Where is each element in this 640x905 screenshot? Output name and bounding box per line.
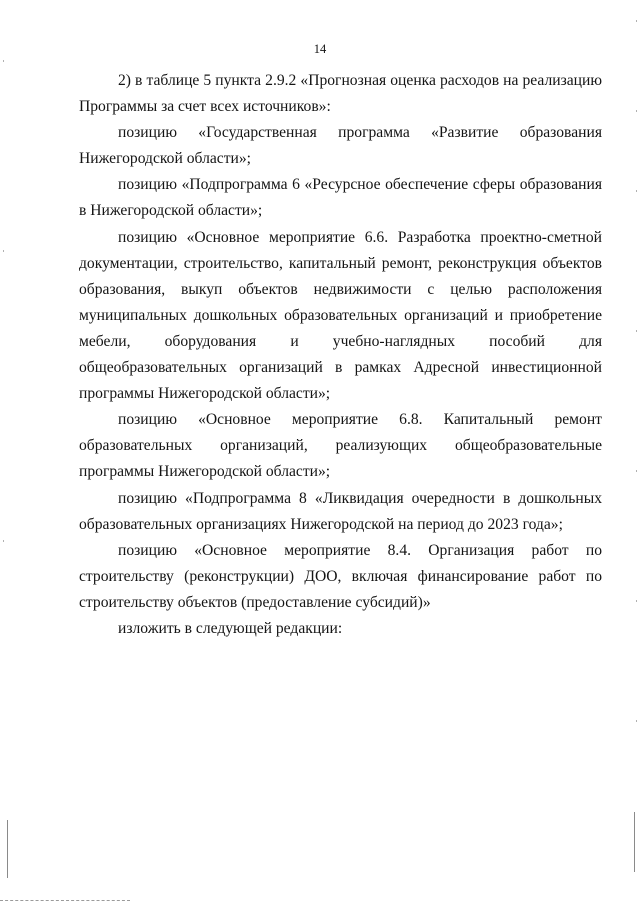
scan-dot — [3, 60, 4, 62]
scan-dot — [3, 540, 4, 542]
scan-dot — [636, 470, 637, 472]
scan-dot — [636, 110, 637, 112]
paragraph-measure-6-8: позицию «Основное мероприятие 6.8. Капитальный ремонт образовательных организаций, реализующих общеобразовательные программы Нижегородской области»; — [79, 411, 602, 481]
paragraph-subprogram-8: позицию «Подпрограмма 8 «Ликвидация очередности в дошкольных образовательных организациях Нижегородской на период до 2023 года»; — [79, 489, 602, 533]
paragraph-subprogram-6: позицию «Подпрограмма 6 «Ресурсное обеспечение сферы образования в Нижегородской области»; — [79, 176, 602, 220]
page-number: 14 — [313, 42, 327, 56]
paragraph-state-program: позицию «Государственная программа «Развитие образования Нижегородской области»; — [79, 124, 602, 168]
scan-edge-left — [7, 820, 8, 878]
paragraph-measure-6-6: позицию «Основное мероприятие 6.6. Разработка проектно-сметной документации, строительство, капитальный ремонт, реконструкция объектов образования, выкуп объектов недвижимости с целью расположения муниципальных дошкольных образовательных организаций и приобретение мебели, оборудования и учебно-наглядных пособий для общеобразовательных организаций в рамках Адресной инвестиционной программы Нижегородской области»; — [79, 228, 602, 403]
paragraph-measure-8-4: позицию «Основное мероприятие 8.4. Организация работ по строительству (реконструкции) ДОО, включая финансирование работ по строительству объектов (предоставление субсидий)» — [79, 541, 602, 611]
scan-dot — [636, 720, 637, 722]
scan-dot — [636, 190, 637, 192]
scan-bottom-edge — [0, 900, 130, 903]
scan-dot — [3, 250, 4, 252]
scan-dot — [636, 20, 637, 22]
scan-dot — [636, 600, 637, 602]
scan-edge-right — [634, 812, 635, 872]
scan-dot — [636, 330, 637, 332]
paragraph-table-5-intro: 2) в таблице 5 пункта 2.9.2 «Прогнозная оценка расходов на реализацию Программы за счет всех источников»: — [79, 72, 602, 116]
paragraph-state-in-edition: изложить в следующей редакции: — [118, 619, 343, 637]
document-body — [79, 68, 602, 642]
